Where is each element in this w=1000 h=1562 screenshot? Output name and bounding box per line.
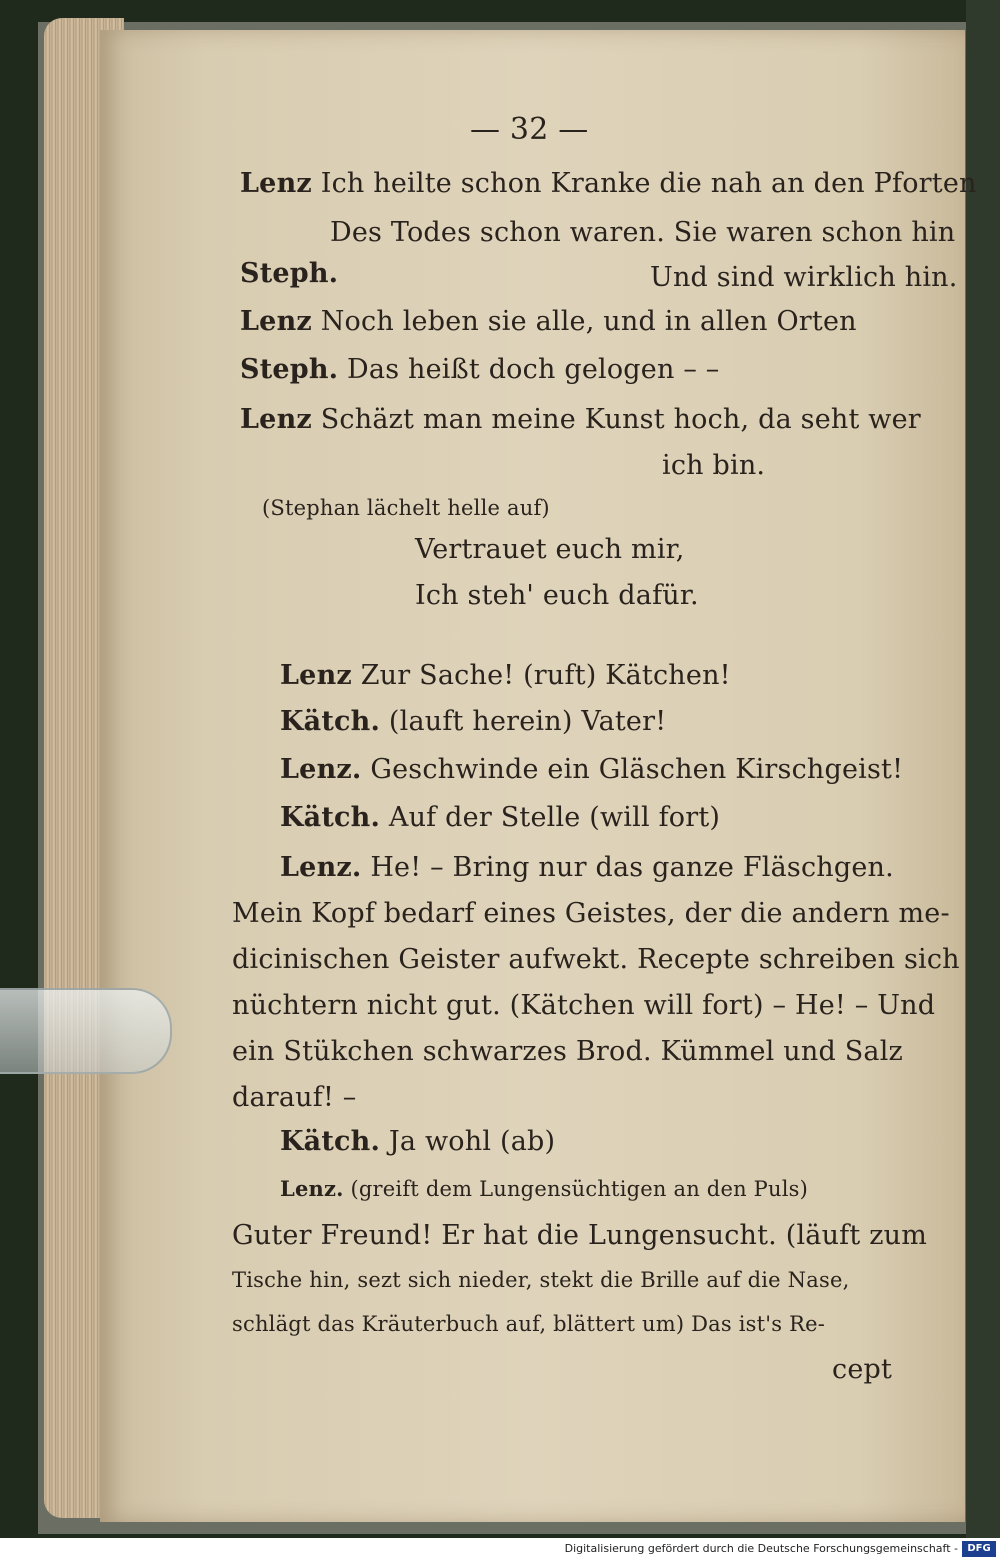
speaker-name: Steph. bbox=[240, 354, 339, 385]
text-line bbox=[232, 944, 960, 975]
line-text: (greift dem Lungensüchtigen an den Puls) bbox=[343, 1177, 809, 1201]
text-line bbox=[240, 354, 720, 385]
text-line bbox=[832, 1354, 892, 1385]
line-text: darauf! – bbox=[232, 1082, 357, 1113]
line-text: Noch leben sie alle, und in allen Orten bbox=[311, 306, 857, 337]
text-line bbox=[330, 217, 955, 248]
line-text: Das heißt doch gelogen – – bbox=[338, 354, 720, 385]
line-text: Ich heilte schon Kranke die nah an den Pforten bbox=[311, 168, 977, 199]
footer bbox=[0, 1538, 1000, 1562]
line-text: ich bin. bbox=[662, 450, 766, 481]
text-line bbox=[240, 404, 921, 435]
text-line bbox=[280, 1176, 808, 1201]
line-text: nüchtern nicht gut. (Kätchen will fort) – He! – Und bbox=[232, 990, 936, 1021]
speaker-name: Lenz bbox=[280, 660, 352, 691]
text-line bbox=[415, 580, 699, 611]
line-text: Ja wohl (ab) bbox=[380, 1126, 556, 1157]
line-text: Des Todes schon waren. Sie waren schon hin bbox=[330, 217, 956, 248]
text-line bbox=[415, 534, 685, 565]
speaker-name: Kätch. bbox=[280, 706, 381, 737]
speaker-name: Lenz bbox=[240, 404, 312, 435]
footer-credit: Digitalisierung gefördert durch die Deutsche Forschungsgemeinschaft - bbox=[564, 1542, 958, 1555]
text-line bbox=[232, 1312, 825, 1336]
text-line bbox=[280, 852, 894, 883]
text-line bbox=[232, 1082, 357, 1113]
stage-direction bbox=[262, 496, 550, 520]
speaker-name: Kätch. bbox=[280, 802, 381, 833]
speaker-name: Lenz. bbox=[280, 852, 362, 883]
text-line bbox=[280, 706, 666, 737]
text-line bbox=[240, 258, 338, 289]
line-text: Mein Kopf bedarf eines Geistes, der die andern me- bbox=[232, 898, 950, 929]
text-line bbox=[232, 898, 950, 929]
line-text: (lauft herein) Vater! bbox=[380, 706, 667, 737]
text-line bbox=[232, 1220, 927, 1251]
line-text: Geschwinde ein Gläschen Kirschgeist! bbox=[361, 754, 904, 785]
line-text: Auf der Stelle (will fort) bbox=[380, 802, 721, 833]
line-text: dicinischen Geister aufwekt. Recepte schreiben sich bbox=[232, 944, 960, 975]
line-text: Zur Sache! (ruft) Kätchen! bbox=[351, 660, 731, 691]
speaker-name: Lenz. bbox=[280, 1176, 344, 1201]
line-text: cept bbox=[832, 1354, 893, 1385]
speaker-name: Lenz bbox=[240, 306, 312, 337]
speaker-name: Kätch. bbox=[280, 1126, 381, 1157]
text-line bbox=[240, 306, 857, 337]
text-line bbox=[662, 450, 765, 481]
speaker-name: Lenz. bbox=[280, 754, 362, 785]
line-text: Tische hin, sezt sich nieder, stekt die Brille auf die Nase, bbox=[232, 1268, 850, 1292]
line-text: Schäzt man meine Kunst hoch, da seht wer bbox=[311, 404, 921, 435]
text-line bbox=[650, 262, 958, 293]
line-text: schlägt das Kräuterbuch auf, blättert um) Das ist's Re- bbox=[232, 1312, 826, 1336]
page-holder-tool bbox=[0, 988, 172, 1074]
line-text: Vertrauet euch mir, bbox=[415, 534, 685, 565]
line-text: He! – Bring nur das ganze Fläschgen. bbox=[361, 852, 894, 883]
line-text: Und sind wirklich hin. bbox=[650, 262, 958, 293]
text-line bbox=[280, 1126, 555, 1157]
speaker-name: Steph. bbox=[240, 258, 339, 289]
text-line bbox=[232, 1036, 903, 1067]
book-spine bbox=[966, 0, 1000, 1562]
line-text: (Stephan lächelt helle auf) bbox=[262, 496, 550, 520]
line-text: ein Stükchen schwarzes Brod. Kümmel und Salz bbox=[232, 1036, 903, 1067]
dfg-logo: DFG bbox=[962, 1541, 996, 1557]
text-line bbox=[232, 990, 935, 1021]
text-line bbox=[240, 168, 977, 199]
page-number: — 32 — bbox=[470, 112, 589, 147]
line-text: Guter Freund! Er hat die Lungensucht. (läuft zum bbox=[232, 1220, 928, 1251]
speaker-name: Lenz bbox=[240, 168, 312, 199]
text-line bbox=[280, 802, 720, 833]
text-line bbox=[280, 754, 903, 785]
text-line bbox=[232, 1268, 849, 1292]
line-text: Ich steh' euch dafür. bbox=[415, 580, 699, 611]
text-line bbox=[280, 660, 731, 691]
